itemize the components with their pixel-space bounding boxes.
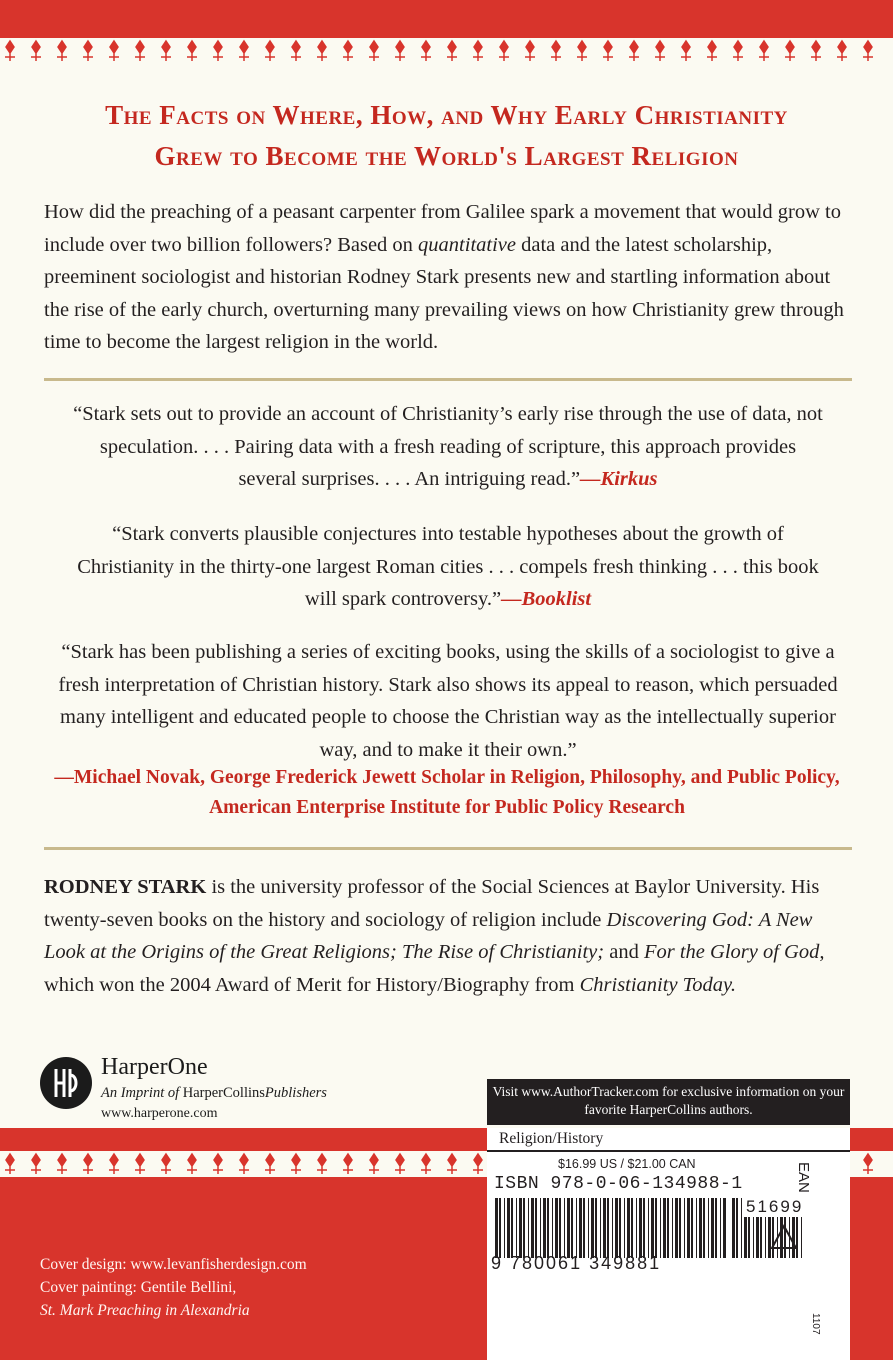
barcode-bar	[559, 1198, 561, 1258]
barcode-bar	[531, 1198, 534, 1258]
barcode-bar	[547, 1198, 549, 1258]
barcode-bar	[660, 1198, 661, 1258]
barcode-bar	[684, 1198, 685, 1258]
barcode-bar	[571, 1198, 573, 1258]
barcode-bar	[624, 1198, 625, 1258]
category-label: Religion/History	[487, 1128, 850, 1152]
barcode-bar	[723, 1198, 726, 1258]
barcode-bar	[699, 1198, 702, 1258]
publisher-name: HarperOne	[101, 1054, 208, 1080]
barcode-bar	[691, 1198, 693, 1258]
barcode-bar	[528, 1198, 529, 1258]
publisher-imprint: An Imprint of HarperCollinsPublishers	[101, 1085, 327, 1101]
barcode-bar	[627, 1198, 630, 1258]
barcode-bar	[535, 1198, 537, 1258]
barcode-bar	[615, 1198, 618, 1258]
barcode-bar	[588, 1198, 589, 1258]
barcode-bar	[603, 1198, 606, 1258]
credit-painting-title: St. Mark Preaching in Alexandria	[40, 1302, 250, 1319]
barcode-bar	[643, 1198, 645, 1258]
author-bio: RODNEY STARK is the university professor of the Social Sciences at Baylor University. His twenty-seven books on the history and sociology of religion include Discovering God: A New Look at the Origins of the Great Religions; The Rise of Christianity; and For the Glory of God, which won the 2004 Award of Merit for History/Biography from Christianity Today.	[44, 876, 825, 996]
barcode-bar	[663, 1198, 666, 1258]
barcode-bar	[720, 1198, 721, 1258]
barcode-bar	[651, 1198, 654, 1258]
barcode-bar	[523, 1198, 525, 1258]
barcode-addon-digits: 51699	[746, 1197, 804, 1216]
ean-label: EAN	[795, 1162, 812, 1193]
authortracker-box: Visit www.AuthorTracker.com for exclusive information on your favorite HarperCollins authors.	[487, 1079, 850, 1125]
headline-line-2: Grew to Become the World's Largest Religion	[154, 141, 739, 171]
headline-line-1: The Facts on Where, How, and Why Early Christianity	[105, 100, 788, 130]
barcode-bar	[696, 1198, 697, 1258]
barcode-bar	[579, 1198, 582, 1258]
divider-rule	[44, 378, 852, 381]
price-label: $16.99 US / $21.00 CAN	[558, 1157, 696, 1171]
top-red-band	[0, 0, 893, 38]
barcode-bar	[516, 1198, 517, 1258]
barcode-bar	[631, 1198, 633, 1258]
barcode-bar	[583, 1198, 585, 1258]
barcode-bar	[636, 1198, 637, 1258]
barcode-bar	[607, 1198, 609, 1258]
barcode-bar	[499, 1198, 501, 1258]
barcode-bar	[655, 1198, 657, 1258]
barcode-bar	[679, 1198, 681, 1258]
publisher-url: www.harperone.com	[101, 1106, 218, 1121]
barcode-bar	[619, 1198, 621, 1258]
quote-novak: “Stark has been publishing a series of exciting books, using the skills of a sociologist to give a fresh interpretation of Christian history. Stark also shows its appeal to reason, which persuaded many intelligent and educated people to choose the Christian way as the intellectually superior way, and to make it their own.”	[58, 641, 838, 761]
harperone-logo-icon	[40, 1057, 92, 1109]
isbn-label: ISBN 978-0-06-134988-1	[494, 1174, 743, 1194]
intro-paragraph: How did the preaching of a peasant carpenter from Galilee spark a movement that would grow to include over two billion followers? Based on quantitative data and the latest scholarship, preeminent sociologist and historian Rodney Stark presents new and startling information about the rise of the early church, overturning many prevailing views on how Christianity grew through time to become the largest religion in the world.	[44, 201, 844, 353]
barcode-bar	[708, 1198, 709, 1258]
barcode-bar	[564, 1198, 565, 1258]
barcode-bar	[552, 1198, 553, 1258]
barcode-bar	[540, 1198, 541, 1258]
barcode-bar	[543, 1198, 546, 1258]
cover-credits	[40, 1253, 307, 1322]
barcode-bar	[555, 1198, 558, 1258]
barcode-bar	[687, 1198, 690, 1258]
barcode-bar	[648, 1198, 649, 1258]
barcode-bar	[732, 1198, 735, 1258]
barcode-bar	[736, 1198, 738, 1258]
barcode-bar	[675, 1198, 678, 1258]
barcode-bar	[672, 1198, 673, 1258]
barcode-box	[487, 1128, 850, 1360]
barcode-bar	[667, 1198, 669, 1258]
barcode-bar	[595, 1198, 597, 1258]
barcode-bar	[600, 1198, 601, 1258]
barcode-bar	[703, 1198, 705, 1258]
quote-novak-attribution: —Michael Novak, George Frederick Jewett Scholar in Religion, Philosophy, and Public Policy, American Enterprise Institute for Public Policy Research	[54, 767, 840, 818]
barcode-bar	[612, 1198, 613, 1258]
barcode-bar	[741, 1198, 742, 1258]
barcode-bar	[715, 1198, 717, 1258]
barcode-bar	[567, 1198, 570, 1258]
quote-booklist: “Stark converts plausible conjectures into testable hypotheses about the growth of Christianity in the thirty-one largest Roman cities . . . compels fresh thinking . . . this book will spark controversy.”—Booklist	[77, 523, 819, 610]
barcode-digits: 9 780061 349881	[491, 1253, 662, 1273]
barcode-bar	[507, 1198, 510, 1258]
barcode-bar	[504, 1198, 505, 1258]
quote-kirkus: “Stark sets out to provide an account of Christianity’s early rise through the use of data, not speculation. . . . Pairing data with a fresh reading of scripture, this approach provides several surprises. . . . An intriguing read.”—Kirkus	[73, 403, 823, 490]
divider-rule	[44, 847, 852, 850]
barcode-bars	[495, 1198, 727, 1258]
triangle-icon	[770, 1224, 798, 1250]
barcode-bar	[591, 1198, 594, 1258]
barcode-bar	[511, 1198, 513, 1258]
barcode-bar	[576, 1198, 577, 1258]
barcode-bar	[495, 1198, 498, 1258]
barcode-bar	[711, 1198, 714, 1258]
barcode-bar	[639, 1198, 642, 1258]
barcode-bar	[519, 1198, 522, 1258]
credit-painting: Cover painting: Gentile Bellini,	[40, 1279, 237, 1296]
credit-design: Cover design: www.levanfisherdesign.com	[40, 1256, 307, 1273]
print-code: 1107	[810, 1313, 821, 1335]
top-ornament-border	[0, 38, 893, 64]
